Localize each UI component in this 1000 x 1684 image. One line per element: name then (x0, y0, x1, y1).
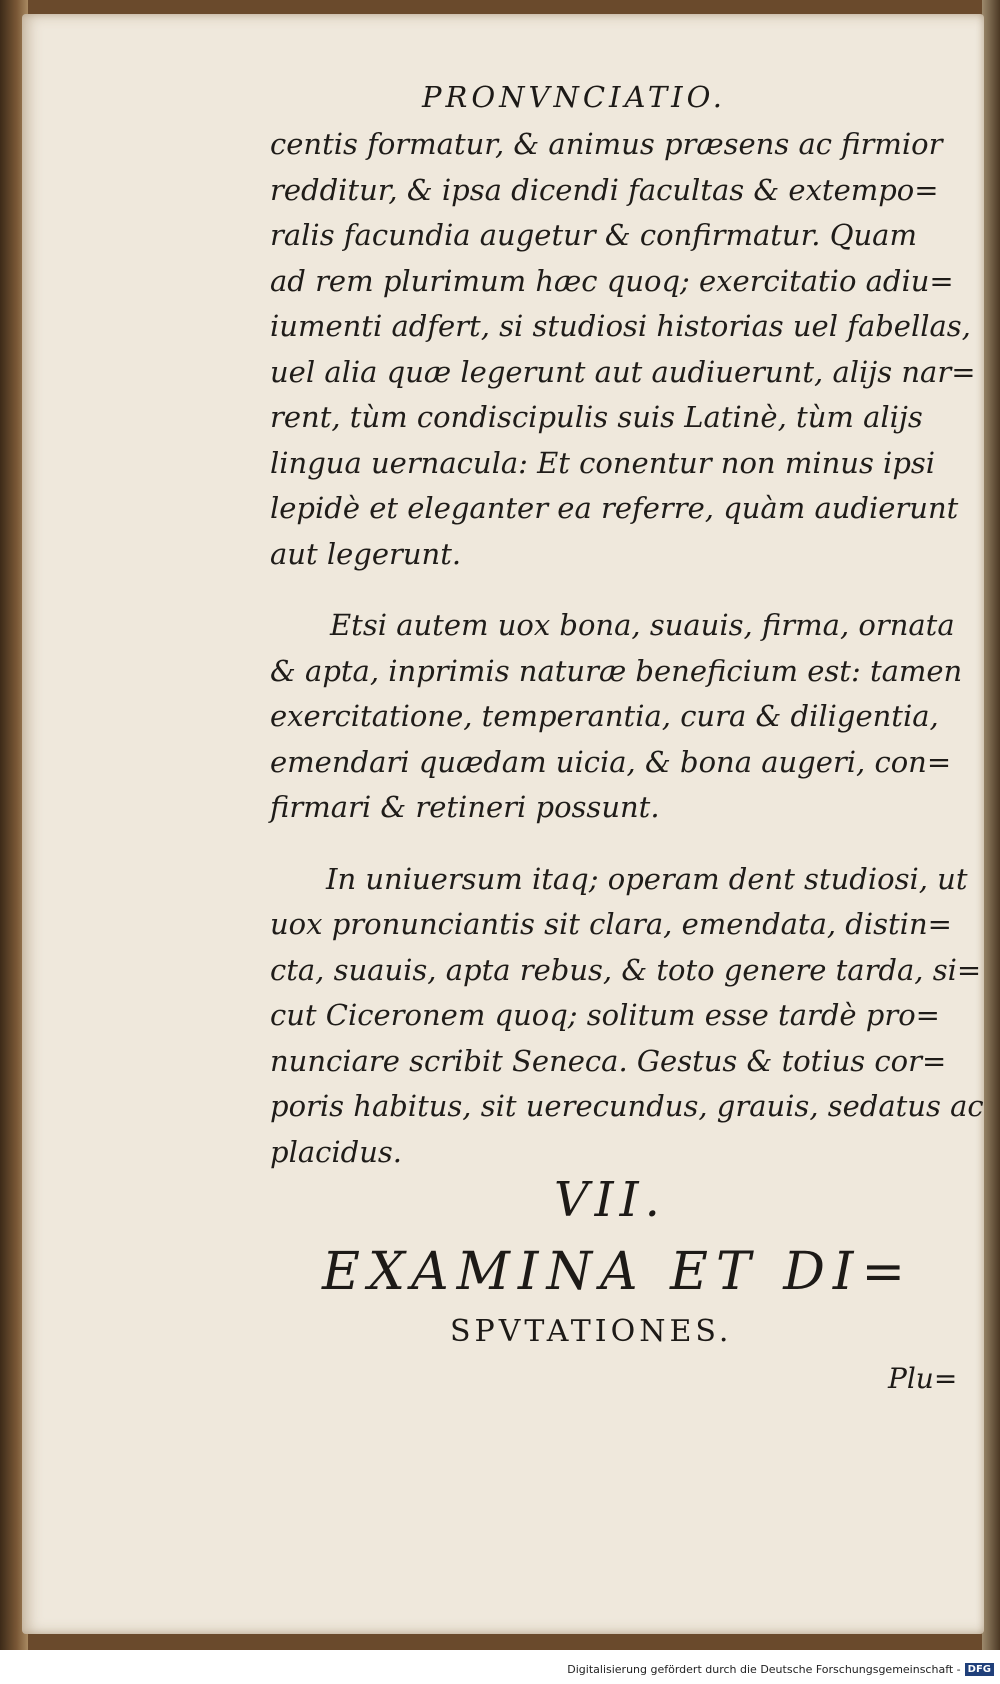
text-line: cut Ciceronem quoq; solitum esse tardè pro= (270, 998, 940, 1032)
running-head: PRONVNCIATIO. (422, 80, 726, 114)
text-line: uel alia quæ legerunt aut audiuerunt, alijs nar= (270, 354, 976, 389)
text-line: Etsi autem uox bona, suauis, firma, ornata (330, 608, 955, 642)
text-line: ralis facundia augetur & confirmatur. Quam (270, 218, 917, 252)
text-line: uox pronunciantis sit clara, emendata, distin= (270, 907, 952, 941)
text-line: placidus. (270, 1134, 402, 1169)
text-line: aut legerunt. (270, 536, 462, 571)
book-page (22, 14, 984, 1634)
footer-credit: Digitalisierung gefördert durch die Deutsche Forschungsgemeinschaft - (567, 1663, 961, 1676)
text-line: centis formatur, & animus præsens ac firmior (270, 127, 943, 161)
body-text (270, 122, 984, 1175)
paragraph-1 (270, 122, 976, 577)
text-line: lepidè et eleganter ea referre, quàm audierunt (270, 491, 959, 525)
chapter-title-line1: EXAMINA ET DI= (322, 1242, 914, 1302)
catchword: Plu= (888, 1362, 958, 1395)
text-line: poris habitus, sit uerecundus, grauis, sedatus ac (270, 1089, 984, 1123)
text-line: rent, tùm condiscipulis suis Latinè, tùm alijs (270, 400, 923, 434)
text-line: emendari quædam uicia, & bona augeri, con= (270, 744, 952, 779)
paragraph-3 (270, 857, 984, 1176)
chapter-number: VII. (554, 1172, 666, 1228)
paragraph-2 (270, 603, 963, 831)
text-line: ad rem plurimum hæc quoq; exercitatio adiu= (270, 263, 954, 298)
text-line: redditur, & ipsa dicendi facultas & extempo= (270, 172, 939, 207)
text-line: In uniuersum itaq; operam dent studiosi, ut (326, 861, 968, 896)
text-line: lingua uernacula: Et conentur non minus ipsi (270, 445, 936, 480)
text-line: & apta, inprimis naturæ beneficium est: tamen (270, 653, 963, 688)
digitization-footer (567, 1663, 994, 1676)
dfg-logo-icon: DFG (965, 1663, 994, 1676)
chapter-title-line2: SPVTATIONES. (450, 1314, 733, 1349)
text-line: nunciare scribit Seneca. Gestus & totius cor= (270, 1043, 947, 1078)
text-line: firmari & retineri possunt. (270, 790, 660, 824)
text-line: iumenti adfert, si studiosi historias uel fabellas, (270, 309, 971, 343)
text-line: cta, suauis, apta rebus, & toto genere tarda, si= (270, 952, 982, 987)
text-line: exercitatione, temperantia, cura & diligentia, (270, 699, 939, 733)
page-edge (982, 0, 1000, 1650)
